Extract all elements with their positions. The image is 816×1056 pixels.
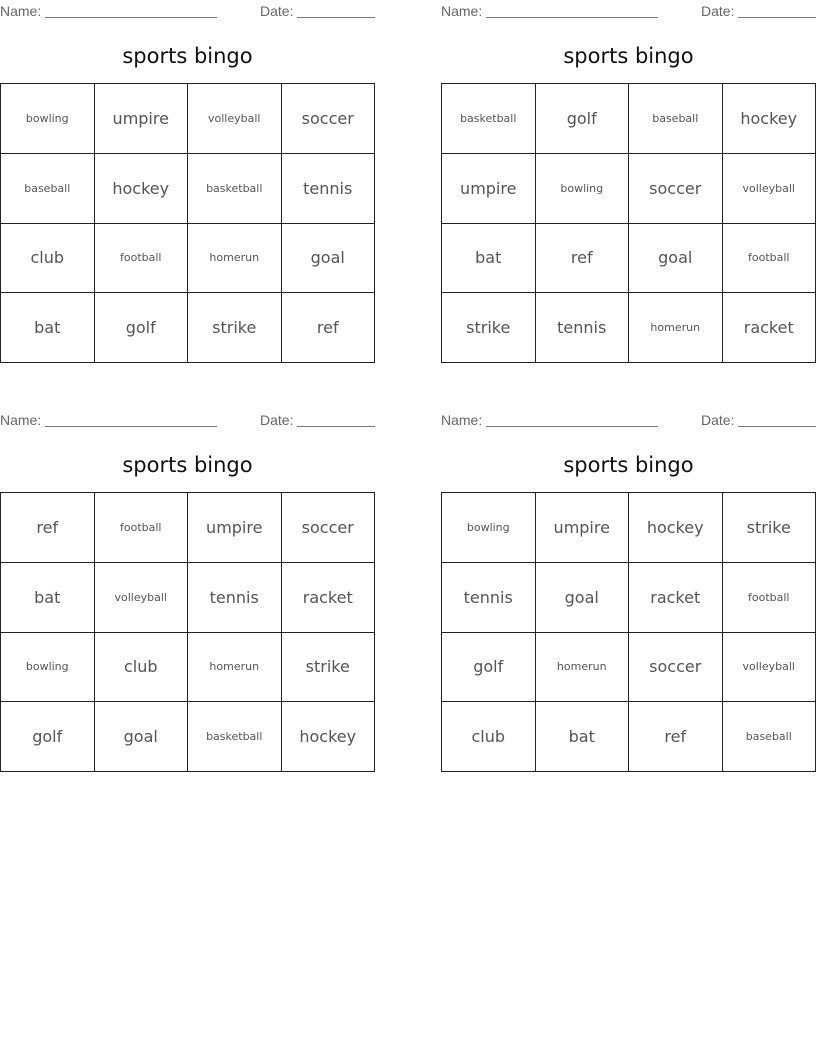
- date-label: Date:: [701, 412, 735, 428]
- bingo-cell: bowling: [442, 493, 536, 563]
- bingo-cell: racket: [282, 563, 376, 633]
- bingo-cell: homerun: [188, 224, 282, 294]
- bingo-card: [0, 0, 375, 375]
- bingo-cell: racket: [723, 293, 816, 363]
- bingo-cell: hockey: [723, 84, 816, 154]
- bingo-cell: golf: [442, 633, 536, 703]
- bingo-cell: soccer: [629, 633, 723, 703]
- bingo-cell: bat: [442, 224, 536, 294]
- name-blank-line: [486, 426, 658, 427]
- bingo-cell: soccer: [282, 84, 376, 154]
- bingo-cell: bat: [1, 563, 95, 633]
- date-label: Date:: [260, 412, 294, 428]
- date-blank-line: [297, 426, 375, 427]
- bingo-cell: bat: [1, 293, 95, 363]
- bingo-cell: volleyball: [188, 84, 282, 154]
- bingo-card: [441, 409, 816, 784]
- bingo-cell: volleyball: [723, 633, 816, 703]
- bingo-cell: basketball: [442, 84, 536, 154]
- bingo-cell: bowling: [1, 84, 95, 154]
- name-blank-line: [45, 426, 217, 427]
- bingo-cell: goal: [282, 224, 376, 294]
- bingo-cell: golf: [536, 84, 630, 154]
- name-date-line: [0, 2, 375, 20]
- bingo-cell: ref: [536, 224, 630, 294]
- bingo-cell: basketball: [188, 702, 282, 772]
- bingo-cell: goal: [95, 702, 189, 772]
- bingo-cell: soccer: [282, 493, 376, 563]
- card-title: sports bingo: [122, 44, 253, 68]
- card-title: sports bingo: [563, 44, 694, 68]
- bingo-cell: umpire: [442, 154, 536, 224]
- bingo-cell: football: [723, 224, 816, 294]
- date-label: Date:: [701, 3, 735, 19]
- bingo-card: [441, 0, 816, 375]
- bingo-cell: soccer: [629, 154, 723, 224]
- bingo-cell: tennis: [188, 563, 282, 633]
- bingo-cell: bowling: [1, 633, 95, 703]
- bingo-cell: racket: [629, 563, 723, 633]
- bingo-grid: [441, 492, 816, 772]
- bingo-cell: club: [1, 224, 95, 294]
- bingo-cell: baseball: [629, 84, 723, 154]
- bingo-cell: volleyball: [723, 154, 816, 224]
- bingo-cell: club: [442, 702, 536, 772]
- bingo-cell: ref: [282, 293, 376, 363]
- bingo-cell: umpire: [188, 493, 282, 563]
- name-date-line: [441, 2, 816, 20]
- bingo-cell: football: [95, 493, 189, 563]
- bingo-grid: [0, 492, 375, 772]
- bingo-cell: basketball: [188, 154, 282, 224]
- bingo-cell: football: [723, 563, 816, 633]
- bingo-cell: volleyball: [95, 563, 189, 633]
- bingo-cell: strike: [188, 293, 282, 363]
- card-title: sports bingo: [563, 453, 694, 477]
- bingo-cell: homerun: [188, 633, 282, 703]
- bingo-cell: bat: [536, 702, 630, 772]
- name-date-line: [441, 411, 816, 429]
- bingo-cell: tennis: [282, 154, 376, 224]
- bingo-grid: [441, 83, 816, 363]
- name-label: Name:: [441, 3, 483, 19]
- name-label: Name:: [441, 412, 483, 428]
- bingo-grid: [0, 83, 375, 363]
- bingo-cell: umpire: [95, 84, 189, 154]
- bingo-cell: goal: [629, 224, 723, 294]
- bingo-card: [0, 409, 375, 784]
- name-blank-line: [486, 17, 658, 18]
- card-title: sports bingo: [122, 453, 253, 477]
- bingo-cell: hockey: [282, 702, 376, 772]
- bingo-cell: golf: [95, 293, 189, 363]
- bingo-cell: strike: [723, 493, 816, 563]
- name-label: Name:: [0, 3, 42, 19]
- bingo-cell: tennis: [442, 563, 536, 633]
- bingo-cell: strike: [442, 293, 536, 363]
- name-blank-line: [45, 17, 217, 18]
- bingo-cell: football: [95, 224, 189, 294]
- date-blank-line: [738, 17, 816, 18]
- bingo-cell: homerun: [629, 293, 723, 363]
- bingo-cell: tennis: [536, 293, 630, 363]
- bingo-cell: goal: [536, 563, 630, 633]
- bingo-cell: hockey: [95, 154, 189, 224]
- date-label: Date:: [260, 3, 294, 19]
- bingo-cell: club: [95, 633, 189, 703]
- bingo-cell: hockey: [629, 493, 723, 563]
- bingo-cell: ref: [629, 702, 723, 772]
- bingo-cell: strike: [282, 633, 376, 703]
- bingo-cell: baseball: [1, 154, 95, 224]
- date-blank-line: [738, 426, 816, 427]
- name-label: Name:: [0, 412, 42, 428]
- name-date-line: [0, 411, 375, 429]
- bingo-cell: baseball: [723, 702, 816, 772]
- bingo-cell: bowling: [536, 154, 630, 224]
- bingo-cell: golf: [1, 702, 95, 772]
- bingo-cell: umpire: [536, 493, 630, 563]
- date-blank-line: [297, 17, 375, 18]
- bingo-cell: ref: [1, 493, 95, 563]
- bingo-cell: homerun: [536, 633, 630, 703]
